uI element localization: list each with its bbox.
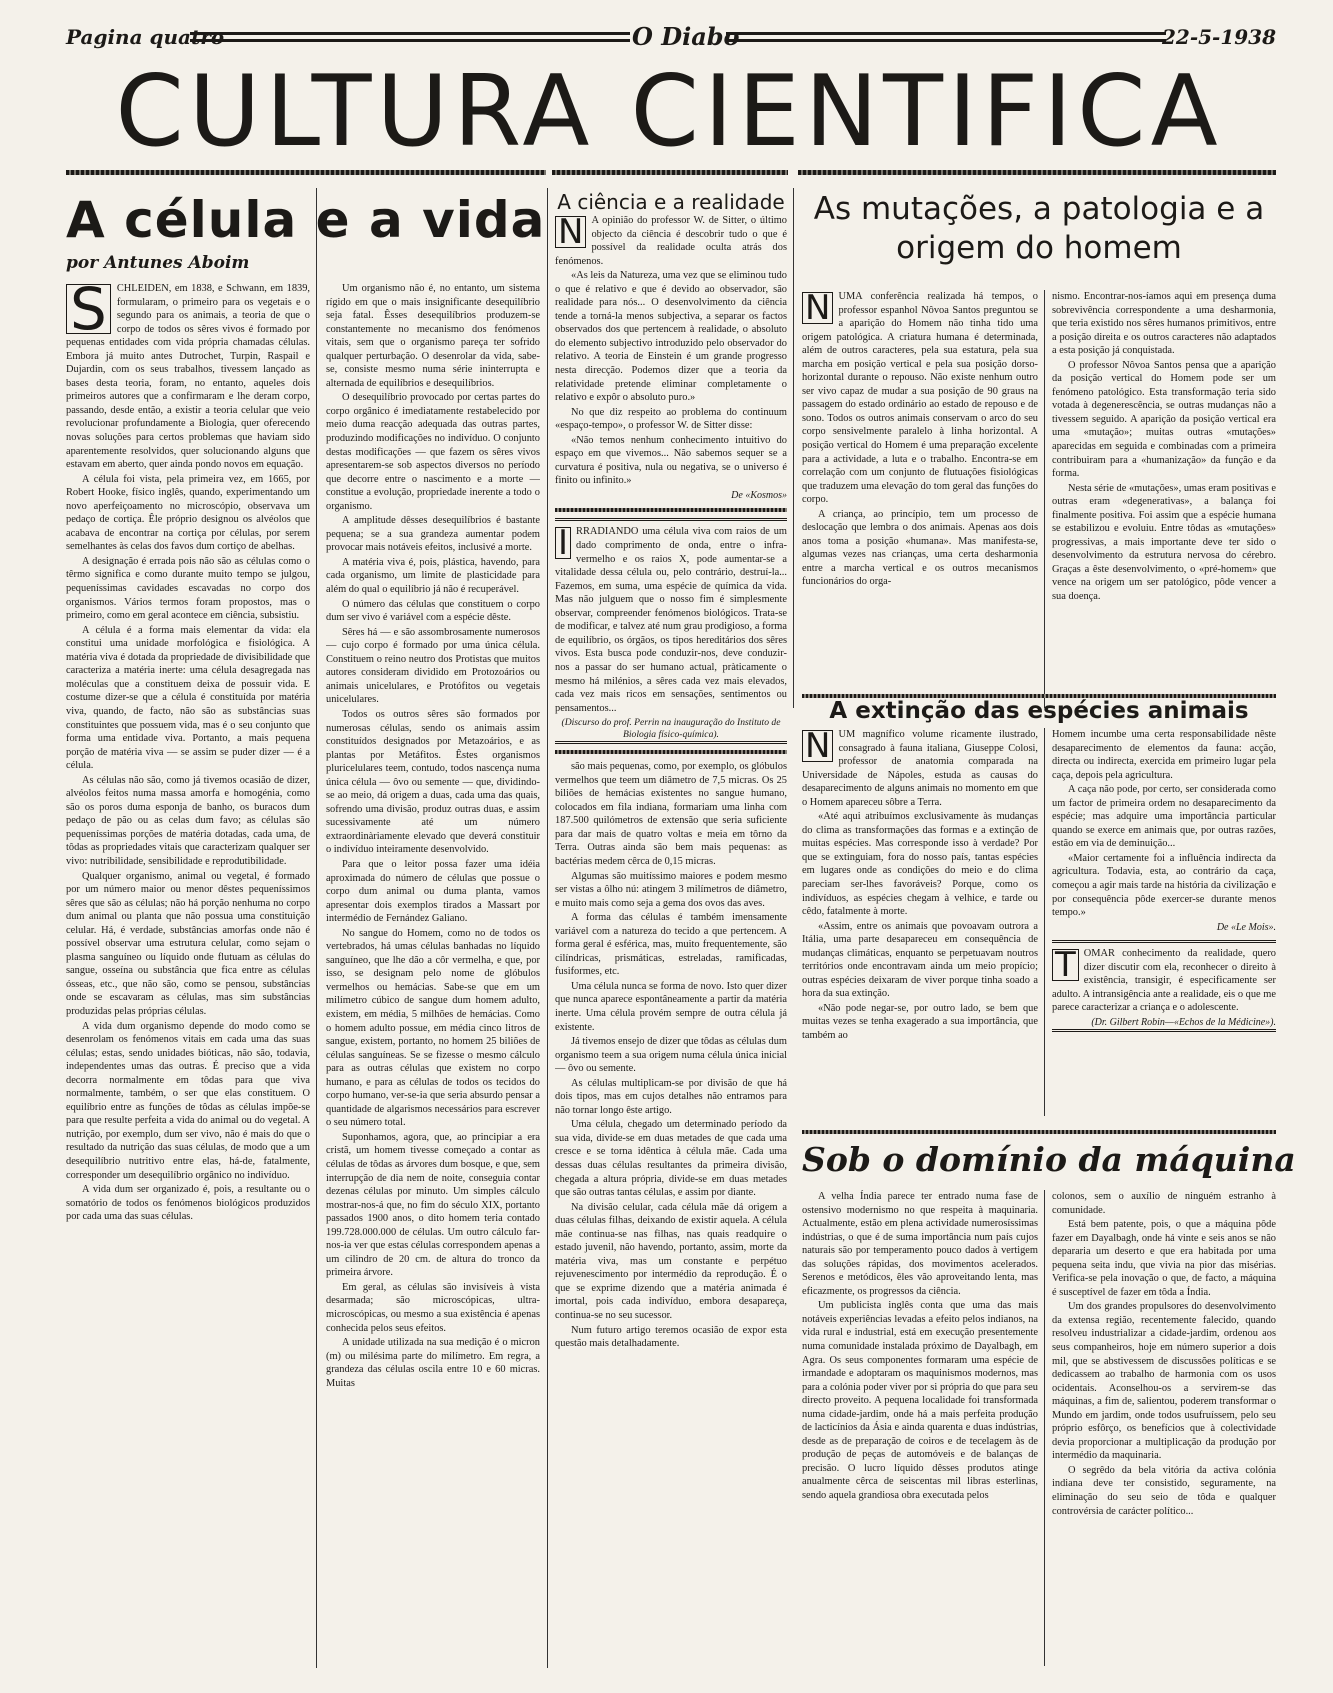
article-machine-heading — [802, 1140, 1296, 1180]
article-extinction-heading — [802, 696, 1276, 726]
paragraph: Todos os outros sêres são formados por numerosas células, sendo os animais assim constituídos designados por Metazoários, e as plantas por Metáfitos. Êstes organismos pluricelulares teem, contudo, todos nascença numa única célula — ôvo ou semente — que, dividindo-se ao meio, dá origem a duas, cada uma das quais, sofrendo uma divisão, produz outras duas, e assim sucessivamente até um número extraordinàriamente elevado que deverá constituir o indivíduo inteiramente desenvolvido. — [326, 708, 540, 856]
paragraph: «Assim, entre os animais que povoavam outrora a Itália, uma parte desapareceu em consequência de mudanças climáticas, enquanto se perpetuavam noutros territórios onde encontravam ainda um meio propício; outras espécies deixaram de viver porque tinha soado a hora da sua extinção. — [802, 920, 1038, 1000]
paragraph: A forma das células é também imensamente variável com a natureza do tecido a que pertencem. A forma geral é esférica, mas, muito frequentemente, são cilíndricas, prismáticas, estreladas, ramificadas, fusiformes, etc. — [555, 912, 787, 978]
column-divider — [316, 188, 317, 1668]
source-credit: De «Le Mois». — [1216, 921, 1276, 933]
article-byline: por Antunes Aboim — [66, 253, 250, 273]
article-machine-col1 — [802, 1190, 1038, 1666]
paragraph: O número das células que constituem o corpo dum ser vivo é variável com a espécie dêste. — [326, 598, 540, 624]
drop-cap: N — [802, 292, 833, 324]
paragraph: A designação é errada pois não são as células como o têrmo significa e como durante muito tempo se julgou, pequeníssimas cavidades escavadas no corpo dos organismos. Vários termos foram propostos, mas o primeiro, como em geral acontece em ciência, subsistiu. — [66, 555, 310, 622]
column-divider — [1044, 1190, 1045, 1666]
paragraph: Num futuro artigo teremos ocasião de expor esta questão mais detalhadamente. — [555, 1324, 787, 1350]
paragraph: A unidade utilizada na sua medição é o micron (m) ou milésima parte do milímetro. Em regra, a grandeza das células oscila entre 10 e 60 micras. Muitas — [326, 1337, 540, 1389]
column-divider — [1044, 290, 1045, 708]
paragraph: A criança, ao princípio, tem um processo de deslocação que lembra o dos animais. Apenas aos dois anos toma a posição «humana». Mas manifesta-se, algumas vezes nas crianças, uma certa desharmonia entre a marcha vertical e os outros mecanismos funcionários do orga- — [802, 508, 1038, 588]
page-label: Pagina quatro — [66, 25, 225, 49]
drop-cap: S — [66, 284, 111, 334]
issue-date: 22-5-1938 — [1161, 25, 1276, 49]
article-irradiando — [555, 518, 787, 744]
paragraph: Um dos grandes propulsores do desenvolvimento da extensa região, recentemente falecido, quando resolveu industrializar a cidade-jardim, ordenou aos seus companheiros, hoje em número superior a dois mil, que se abstivessem de discussões políticas e se dedicassem ao trabalho de harmonia com os usos ocidentais. Aconselhou-os a servirem-se das máquinas, a fim de, salientou, poderem transformar o Mundo em jardim, onde todos usufruíssem, pelo seu próprio esfôrço, os benefícios que à colectividade devia proporcionar a multiplicação da produção por intermédio da maquinaria. — [1052, 1301, 1276, 1462]
lead-paragraph: N A opinião do professor W. de Sitter, o último objecto da ciência é descobrir tudo o que é possível da realidade oculta atrás dos fenómenos. — [555, 212, 787, 267]
paragraph: O segrêdo da bela vitória da activa colónia indiana deve ter consistido, seguramente, na eliminação do seu seio de tôda e qualquer controvérsia de carácter político... — [1052, 1464, 1276, 1517]
section-rule — [802, 1130, 1276, 1134]
paragraph: Suponhamos, agora, que, ao principiar a era cristã, um homem tivesse começado a contar as células de tôdas as árvores dum bosque, e que, sem interrupção de dia nem de noite, conseguia contar dezenas células por minuto. Um simples cálculo mostrar-nos-á que, no fim do século XIX, portanto passados 1900 anos, o dito homem teria contado 199.728.000.000 de células. Um outro cálculo far-nos-ia ver que estas células correspondem apenas a um cilindro de 20 cm. de altura do tronco da primeira árvore. — [326, 1131, 540, 1279]
paragraph: Sêres há — e são assombrosamente numerosos — cujo corpo é formado por uma única célula. Constituem o reino neutro dos Protistas que muitos autores consideram dividido em Protozoários ou animais unicelulares, e Protófitos ou vegetais unicelulares. — [326, 626, 540, 706]
paragraph: A célula é a forma mais elementar da vida: ela constitui uma unidade morfológica e fisiológica. A matéria viva é dotada da propriedade de divisibilidade que caracteriza a matéria inerte: uma célula desagregada nas moléculas que a constituem deixa de possuir vida. E costume dizer-se que a célula é constituída por matéria viva, quando, de facto, não são as substâncias suas constituintes que possuem vida, mas é o seu conjunto que forma uma entidade viva. Portanto, a mais pequena porção de matéria viva — se assim se puder dizer — é a célula. — [66, 624, 310, 772]
lead-paragraph: T OMAR conhecimento da realidade, quero dizer discutir com ela, reconhecer o direito à existência, transigir, é especificamente ser adulto. A intransigência ante a realidade, eis o que me parece caracterizar a criança e o adolescente. — [1052, 945, 1276, 1014]
paragraph: A amplitude dêsses desequilíbrios é bastante pequena; se a sua grandeza aumentar podem provocar mais notáveis efeitos, inclusivé a morte. — [326, 515, 540, 554]
column-3 — [555, 190, 787, 1666]
paper-name: O Diabo — [632, 22, 740, 51]
paragraph: Para que o leitor possa fazer uma idéia aproximada do número de células que possue o corpo dum animal ou duma planta, vamos apresentar dois exemplos tirados a Massart por intermédio de Fernández Galiano. — [326, 858, 540, 925]
paragraph: Nesta série de «mutações», umas eram positivas e outras eram «degenerativas», a balança foi finalmente positiva. Foi assim que a espécie humana se estabilizou e evoluiu. Entre tôdas as «mutações» progressivas, a mais importante deve ter sido o desenvolvimento da estrutura nervosa do cérebro. Graças a êste desenvolvimento, o «pré-homem» que vence na origem um ser patológico, pôde vencer a sua doença. — [1052, 482, 1276, 603]
paragraph: As células não são, como já tivemos ocasião de dizer, alvéolos feitos numa massa amorfa e homogénia, como são os poros duma esponja de banho, os buracos dum pedaço de pão ou as celas dum favo; as células são pequeníssimas porções de matéria dotadas, cada uma, de tôdas as propriedades vitais que caracterizam qualquer ser vivo: nutribilidade, sensibilidade e reprodutibilidade. — [66, 774, 310, 867]
drop-cap: I — [555, 527, 571, 559]
lead-paragraph: I RRADIANDO uma célula viva com raios de um dado comprimento de onda, entre o infra-vermelho e os raios X, pode aumentar-se a vitalidade dessa célula ou, pelo contrário, destruí-la... Fazemos, em suma, uma espécie de química da vida. Mas não julguem que o nosso fim é simplesmente observar, compreender fenómenos biológicos. Trata-se de modificar, e talvez até num grau prodigioso, a forma de equilíbrio, os órgãos, os tipos hereditários dos sêres vivos. Esta busca pode conduzir-nos, deve conduzir-nos a passar do ser humano actual, pràticamente o mesmo há milénios, a sêres cada vez mais elevados, cada vez mais ricos em sensações, sentimentos ou pensamentos... — [555, 523, 787, 714]
article-machine-col2 — [1052, 1190, 1276, 1666]
article-cell-life-col2 — [326, 282, 540, 1666]
paragraph: Um publicista inglês conta que uma das mais notáveis experiências levadas a efeito pelos indianos, na vida rural e industrial, está em execução presentemente numa comunidade instalada próximo de Dayalbagh, em Agra. Os seus componentes formaram uma espécie de irmandade e adoptaram os maquinismos modernos, mas para a colónia poder viver por si própria do que para seu directo proveito. A pequena localidade foi transformada numa cidade-jardim, onde há a mais perfeita produção de lacticínios da Ásia e ainda quarenta e duas indústrias, desde as de preparação de coiros e de tecelagem às de produção de peças de automóveis e de balanças de precisão. O lucro líquido dêsses produtos atinge anualmente cêrca de seiscentas mil libras esterlinas, sendo aquela grandiosa obra executada pelos — [802, 1300, 1038, 1502]
paragraph: Já tivemos ensejo de dizer que tôdas as células dum organismo teem a sua origem numa célula única inicial — ôvo ou semente. — [555, 1036, 787, 1075]
drop-cap: N — [555, 216, 586, 248]
masthead-rule-right — [798, 170, 1276, 175]
header-rule-left — [190, 32, 630, 42]
article-title: Sob o domínio da máquina — [802, 1140, 1296, 1179]
lead-paragraph: N UM magnífico volume ricamente ilustrado, consagrado à fauna italiana, Giuseppe Colosi, professor de anatomia comparada na Universidade de Nápoles, estuda as causas do desaparecimento de alguns animais no momento em que o Homem apareceu sôbre a Terra. — [802, 728, 1038, 808]
article-cell-life-heading — [66, 190, 546, 278]
paragraph: O professor Nôvoa Santos pensa que a aparição da posição vertical do Homem pode ser um fenómeno patológico. Esta transformação teria sido votada à degenerescência, se outras mudanças não a tivessem seguido. A aparição da posição vertical era uma «mutação»; muitas outras «mutações» aparecidas em seguida e combinadas com a primeira contribuiram para a «humanização» da função e da forma. — [1052, 359, 1276, 480]
article-extinction-col2 — [1052, 728, 1276, 1116]
article-mutations-col2 — [1052, 290, 1276, 708]
article-title: As mutações, a patologia e a origem do homem — [813, 191, 1265, 266]
source-credit: (Discurso do prof. Perrin na inauguração do Instituto de Biologia físico-química). — [561, 717, 781, 741]
lead-paragraph: N UMA conferência realizada há tempos, o professor espanhol Nôvoa Santos preguntou se a aparição do Homem não tinha tido uma origem patológica. A criatura humana é determinada, além de outros caracteres, pela sua estatura, pela sua marcha em posição vertical e pela sua posição dorso-horizontal durante o repouso. Não existe nenhum outro ser vivo capaz de mudar a sua posição de 90 graus na passagem do estado ordinário ao estado de repouso e de sono. Todos os outros animais conservam o arco do seu corpo sensivelmente paralelo à linha horizontal. A posição vertical do Homem é uma preparação excelente para a actividade, a luta e o trabalho. Encontra-se em correlação com um conjunto de flutuações fisiológicas que traduzem uma elevação do tom geral das funções do corpo. — [802, 290, 1038, 506]
paragraph: Qualquer organismo, animal ou vegetal, é formado por um número maior ou menor dêstes pequeníssimos sêres que são as células; não há porção nenhuma no corpo dum animal ou planta que não possua uma constituição celular. Há, é verdade, substâncias amorfas onde não é possível observar uma estrutura celular, como sejam o plasma sanguíneo ou líquido onde flutuam as células do sangue, osseína ou substância que fica entre as células ósseas, etc., que não são, como se pensou, substâncias onde se escavaram as células, mas sim substâncias produzidas pelas próprias células. — [66, 870, 310, 1017]
paragraph: «Até aqui atribuímos exclusivamente às mudanças do clima as transformações das formas e a extinção de muitas espécies. Mas corresponde isso à verdade? Por que se extinguiam, fora do nosso país, tantas espécies em lugares onde as condições do meio e do clima pareciam ser-lhes favoráveis? Porque, como os indivíduos, as espécies chegam à velhice, e tarde ou cêdo, fatalmente à morte. — [802, 811, 1038, 918]
paragraph: Na divisão celular, cada célula mãe dá origem a duas células filhas, deixando de existir aquela. A célula mãe continua-se nas filhas, nas quais readquire o estado juvenil, não havendo, portanto, assim, morte da matéria viva, mas um constante e perpétuo rejuvenescimento por intermédio da reprodução. É o que se exprime dizendo que a matéria animada é imortal, pois cada indivíduo, embora desapareça, continua-se no seu sucessor. — [555, 1201, 787, 1322]
column-divider — [793, 188, 794, 708]
section-rule — [555, 750, 787, 754]
header-rule-right — [726, 32, 1166, 42]
article-title: A ciência e a realidade — [557, 190, 785, 214]
paragraph: Algumas são muitíssimo maiores e podem mesmo ser vistas a ôlho nú: atingem 3 milímetros de diâmetro, e muito mais como seja a gema dos ovos das aves. — [555, 870, 787, 909]
source-credit: (Dr. Gilbert Robin—«Echos de la Médicine»). — [1091, 1016, 1276, 1028]
page-header — [66, 22, 1276, 52]
paragraph: As células multiplicam-se por divisão de que há dois tipos, mas em cujos detalhes não entramos para não tornar longo êste artigo. — [555, 1077, 787, 1116]
paragraph: «Maior certamente foi a influência indirecta da agricultura. Todavia, esta, ao contrário da caça, começou a agir mais tarde na história da civilização e por consequência pôde exercer-se durante menos tempo.» — [1052, 852, 1276, 919]
paragraph: Está bem patente, pois, o que a máquina pôde fazer em Dayalbagh, onde há vinte e seis anos se não depararia um deserto e que era habitada por uma pequena seita indu, que vivia na pior das misérias. Verifica-se pela inovação o que, de facto, a máquina é susceptível de fazer em tôda a Índia. — [1052, 1219, 1276, 1298]
paragraph: «Não temos nenhum conhecimento intuitivo do espaço em que vivemos... Não sabemos sequer se a curvatura é positiva, nula ou negativa, se o universo é finito ou infinito.» — [555, 434, 787, 487]
drop-cap: T — [1052, 949, 1079, 981]
drop-cap: N — [802, 730, 833, 762]
masthead-rule-mid — [552, 170, 788, 175]
article-title: A célula e a vida — [66, 191, 546, 249]
paragraph: Um organismo não é, no entanto, um sistema rígido em que o mais insignificante desequilíbrio seja fatal. Êsses desequilíbrios produzem-se constantemente no mecanismo dos fenómenos vitais, sem que o organismo pareça ter sofrido qualquer perturbação. O desenrolar da vida, sabe-se, consiste mesmo numa série ininterrupta e alternada de equilíbrios e desequilíbrios. — [326, 283, 540, 389]
paragraph: A velha Índia parece ter entrado numa fase de ostensivo modernismo no que respeita à maquinaria. Actualmente, estão em plena actividade numerosíssimas indústrias, o que é de suma importância num país cujos naturais são por temperamento pouco dados à vertigem das soluções rápidas, dos movimentos acelerados. Serenos e metódicos, êles vão aproveitando lenta, mas eficazmente, os progressos da ciência. — [802, 1191, 1038, 1297]
source-credit: De «Kosmos» — [731, 489, 787, 501]
paragraph: são mais pequenas, como, por exemplo, os glóbulos vermelhos que teem um diâmetro de 7,5 micras. Os 25 biliões de hemácias existentes no sangue humano, colocados em fila indiana, formariam uma linha com 187.500 quilómetros de extensão que seria suficiente para dar mais de quatro voltas e meia em tôrno da Terra. Outras ainda são bem mais pequenas: as bactérias medem cêrca de 0,15 micras. — [555, 761, 787, 867]
paragraph: A vida dum ser organizado é, pois, a resultante ou o somatório de todos os fenómenos biológicos produzidos por cada uma das suas células. — [66, 1184, 310, 1223]
column-divider — [1044, 728, 1045, 1116]
paragraph: «Não pode negar-se, por outro lado, se bem que muitas vezes se tenha exagerado a sua importância, que também ao — [802, 1002, 1038, 1042]
article-mutations-col1 — [802, 290, 1038, 708]
lead-paragraph: S CHLEIDEN, em 1838, e Schwann, em 1839, formularam, o primeiro para os vegetais e o segundo para os animais, a teoria de que o corpo de todos os sêres vivos é formado por pequenas entidades com vida própria chamadas células. Embora já muito antes Dutrochet, Turpin, Raspail e Dujardin, com os seus trabalhos, tivessem lançado as bases desta teoria, foram, no entanto, aqueles dois primeiros autores que a confirmaram e lhe deram corpo, passando, desde então, a existir a teoria celular que veio revolucionar profundamente a Biologia, quer oferecendo novas soluções para certos problemas que haviam sido aparentemente resolvidos, quer solucionando alguns que estavam em aberto, quer ainda pondo novos em equação. — [66, 282, 310, 471]
paragraph: Uma célula, chegado um determinado período da sua vida, divide-se em duas metades de que cada uma cresce e se torna idêntica à célula mãe. Cada uma dessas duas células resultantes da primeira divisão, chegada a altura própria, divide-se em duas metades que são outras tantas células, e assim por diante. — [555, 1119, 787, 1199]
paragraph: A caça não pode, por certo, ser considerada como um factor de primeira ordem no desaparecimento da espécie; mas adquire uma importância particular quando se exerce em animais que, por outras razões, estão em via de deminuição... — [1052, 784, 1276, 850]
section-rule — [555, 508, 787, 512]
article-tomar — [1052, 940, 1276, 1032]
article-cell-life-col1 — [66, 282, 310, 1666]
paragraph: A célula foi vista, pela primeira vez, em 1665, por Robert Hooke, físico inglês, quando, experimentando um novo aperfeiçoamento no microscópio, observava um pedaço de cortiça. Êle próprio designou os alvéolos que acabava de encontrar na cortiça por células, por serem semelhantes às celas dos favos dum cortiço de abelhas. — [66, 473, 310, 553]
paragraph: A vida dum organismo depende do modo como se desenrolam os fenómenos vitais em cada uma das suas células; estas, sendo unidades bióticas, não são, todavia, independentes umas das outras. É preciso que a vida decorra normalmente em tôdas para que viva normalmente, também, o ser que elas constituem. O equilíbrio entre as funções de tôdas as células impõe-se para que resulte perfeita a vida do animal ou do vegetal. A nutrição, por exemplo, dum ser vivo, não é mais do que o resultado da nutrição das suas células, de modo que a um desequilíbrio nutritivo entre elas, há-de, fatalmente, corresponder um desequilíbrio orgânico no indivíduo. — [66, 1020, 310, 1181]
article-mutations-heading — [802, 190, 1276, 268]
masthead-rule-left — [66, 170, 546, 175]
section-masthead: CULTURA CIENTIFICA — [115, 55, 1223, 169]
paragraph: A matéria viva é, pois, plástica, havendo, para cada organismo, um limite de plasticidade para além do qual o equilíbrio já não é recuperável. — [326, 556, 540, 596]
paragraph: Homem incumbe uma certa responsabilidade nêste desaparecimento de elementos da fauna: acção, directa ou indirecta, exercida em primeiro lugar pela caça, depois pela agricultura. — [1052, 729, 1276, 781]
paragraph: «As leis da Natureza, uma vez que se eliminou tudo o que é relativo e que é devido ao observador, são realidade para nós... O desenvolvimento da ciência tende a torná-la menos subjectiva, a separar os factos observados dos que pertencem à realidade, o absoluto do elemento subjectivo introduzido pelo observador do relativo. A teoria de Einstein é um grande progresso nesta direcção. Podemos dizer que a teoria da relatividade pretende eliminar completamente o relativo e expôr o absoluto puro.» — [555, 270, 787, 404]
paragraph: nismo. Encontrar-nos-íamos aqui em presença duma sobrevivência correspondente a uma desharmonia, que teria existido nos sêres humanos primitivos, entre a posição direita e os outros caracteres não adaptados a esta posição já conquistada. — [1052, 291, 1276, 357]
column-divider — [547, 188, 548, 1668]
article-title: A extinção das espécies animais — [829, 698, 1249, 724]
paragraph: No que diz respeito ao problema do continuum «espaço-tempo», o professor W. de Sitter disse: — [555, 406, 787, 432]
paragraph: Em geral, as células são invisíveis à vista desarmada; são microscópicas, ultra-microscópicas, ou mesmo a sua existência é apenas conhecida pelos seus efeitos. — [326, 1281, 540, 1334]
paragraph: No sangue do Homem, como no de todos os vertebrados, há umas células banhadas no líquido sanguíneo, que lhe dão a côr vermelha, e que, por isso, se designam pelo nome de glóbulos vermelhos ou hemácias. Sabe-se que em um milímetro cúbico de sangue dum homem adulto, existem, em média, 5 milhões de hemácias. Como o homem adulto possue, em média cinco litros de sangue, existem, portanto, no homem 25 biliões de células sanguíneas. Se se fizesse o mesmo cálculo para as outras células que existem no corpo humano, e para as células de todos os tecidos do corpo humano, ver-se-ia que seria absurdo pensar a quantidade de algarismos necessários para escrever o seu número total. — [326, 927, 540, 1129]
paragraph: colonos, sem o auxílio de ninguém estranho à comunidade. — [1052, 1191, 1276, 1216]
paragraph: Uma célula nunca se forma de novo. Isto quer dizer que nunca aparece espontâneamente a partir da matéria inerte. Uma célula provém sempre de outra célula já existente. — [555, 980, 787, 1033]
article-extinction-col1 — [802, 728, 1038, 1116]
paragraph: O desequilíbrio provocado por certas partes do corpo orgânico é imediatamente restabelecido por meio duma reacção adequada das outras partes, produzindo modificações no indivíduo. O conjunto destas modificações — que fazem os sêres vivos apresentarem-se sob aspectos diversos no período que decorre entre o nascimento e a morte — constitue a evolução, propriedade inerente a todo o organismo. — [326, 392, 540, 512]
